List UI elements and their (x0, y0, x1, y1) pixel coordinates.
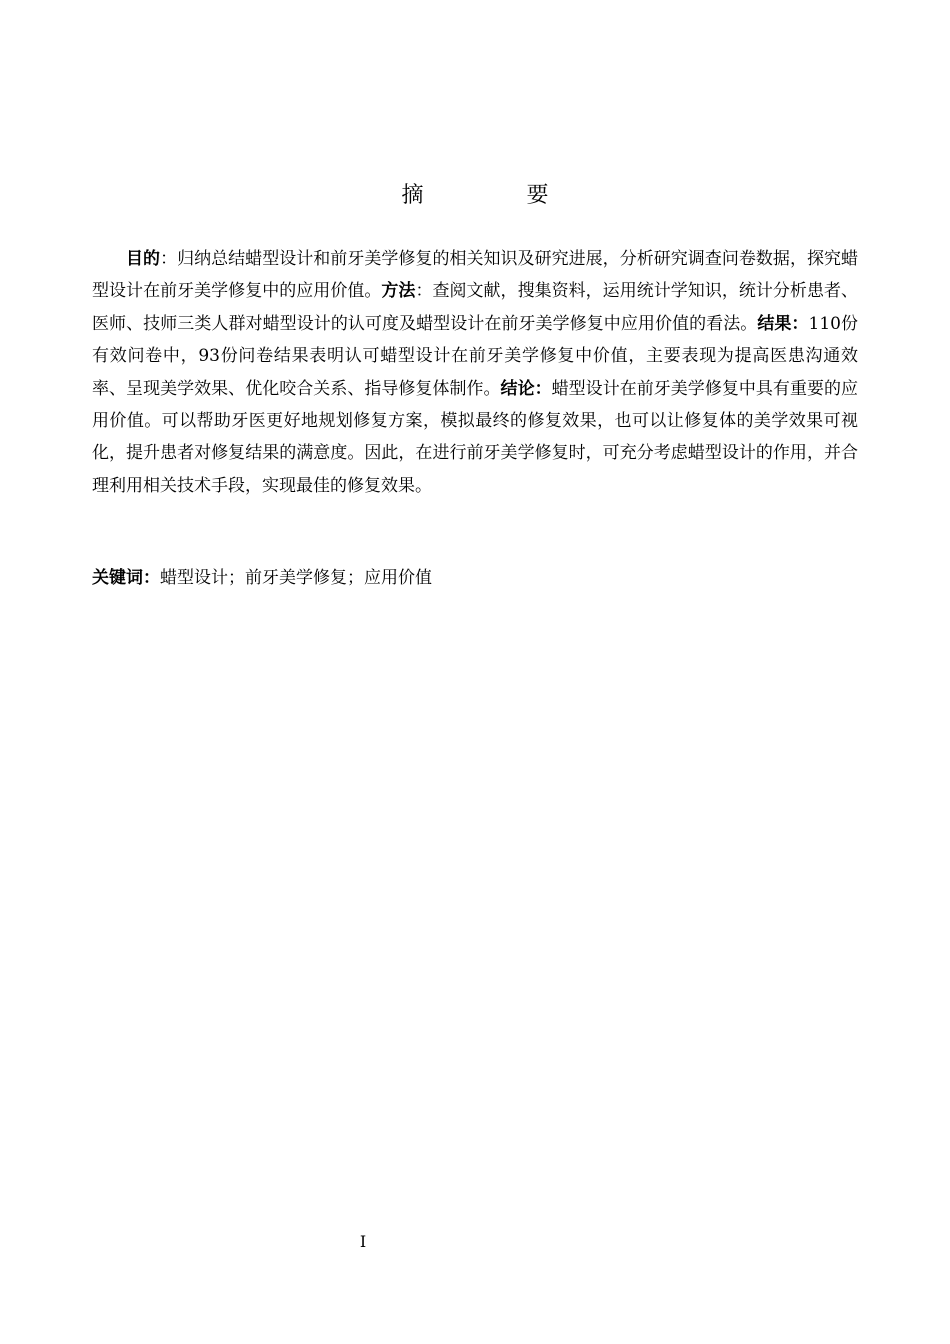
purpose-text: ：归纳总结蜡型设计和前牙美学修复的相关知识及研究进展，分析研究调查问卷数据，探究蜡型设计在前牙美学修复中的应用价值。 (92, 249, 859, 302)
page-number: I (359, 1232, 367, 1251)
result-label: 结果： (757, 313, 809, 334)
keywords-line (92, 562, 858, 594)
method-text: ：查阅文献，搜集资料，运用统计学知识，统计分析患者、医师、技师三类人群对蜡型设计的认可度及蜡型设计在前牙美学修复中应用价值的看法。 (92, 281, 859, 334)
abstract-paragraph (92, 243, 858, 502)
keywords-label: 关键词： (92, 568, 160, 588)
page-title: 摘 要 (401, 183, 597, 208)
purpose-label: 目的 (126, 249, 161, 269)
conclusion-label: 结论： (500, 378, 552, 399)
conclusion-text: 蜡型设计在前牙美学修复中具有重要的应用价值。可以帮助牙医更好地规划修复方案，模拟最终的修复效果，也可以让修复体的美学效果可视化，提升患者对修复结果的满意度。因此，在进行前牙美学修复时，可充分考虑蜡型设计的作用，并合理利用相关技术手段，实现最佳的修复效果。 (92, 378, 859, 496)
keywords-text: 蜡型设计；前牙美学修复；应用价值 (160, 568, 432, 588)
method-label: 方法 (381, 281, 416, 302)
result-text: 110份有效问卷中，93份问卷结果表明认可蜡型设计在前牙美学修复中价值，主要表现为提高医患沟通效率、呈现美学效果、优化咬合关系、指导修复体制作。 (92, 313, 859, 399)
